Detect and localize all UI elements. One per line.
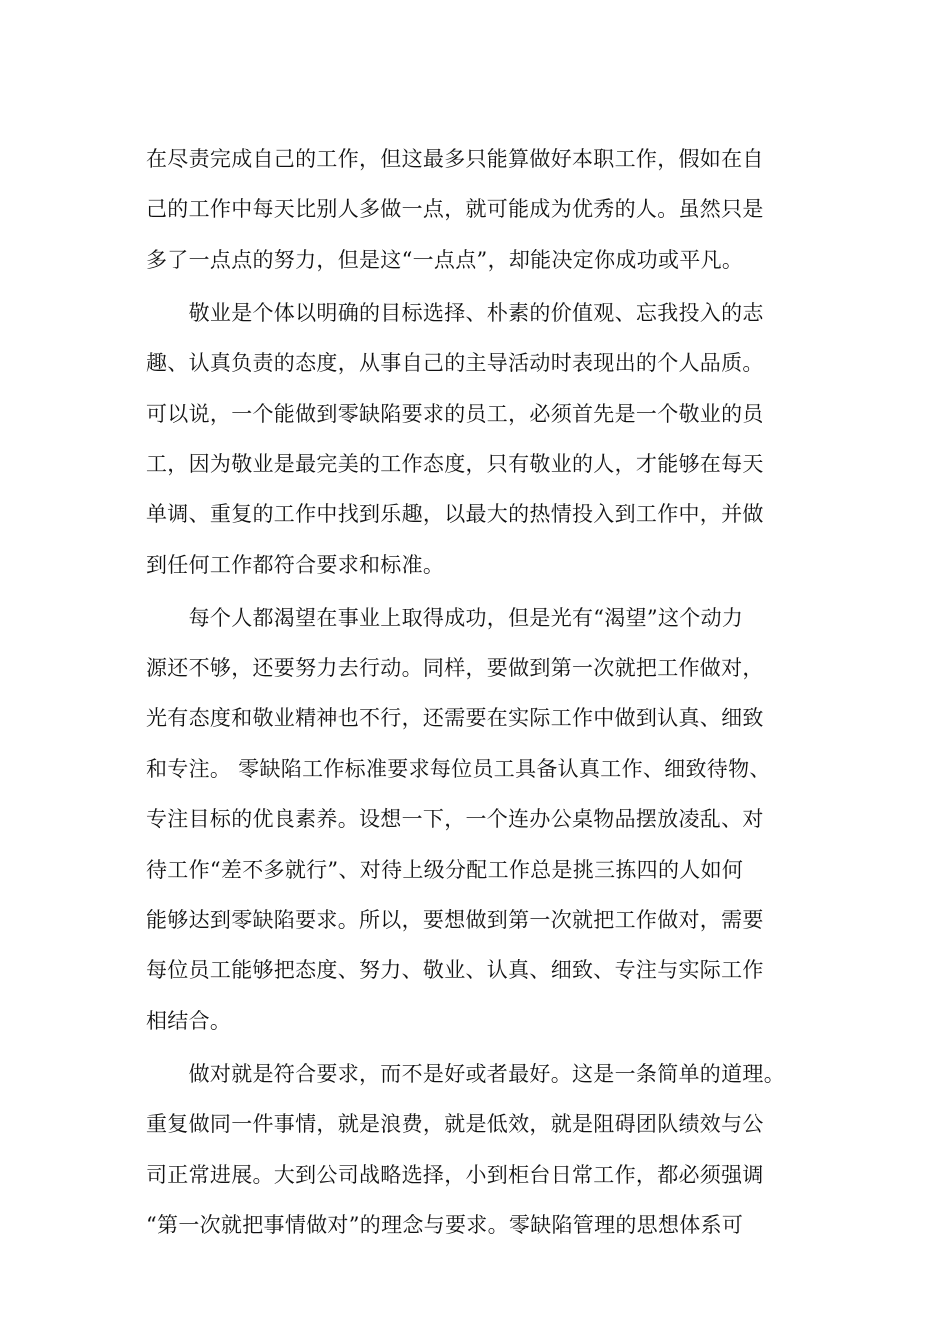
paragraph <box>146 288 816 590</box>
text-line: 能够达到零缺陷要求。所以，要想做到第一次就把工作做对，需要 <box>146 908 764 933</box>
text-line: 每位员工能够把态度、努力、敬业、认真、细致、专注与实际工作 <box>146 958 764 983</box>
text-line: 做对就是符合要求，而不是好或者最好。这是一条简单的道理。 <box>146 1061 785 1086</box>
text-line: 源还不够，还要努力去行动。同样，要做到第一次就把工作做对， <box>146 656 764 681</box>
text-line: 趣、认真负责的态度，从事自己的主导活动时表现出的个人品质。 <box>146 351 764 376</box>
text-line: 在尽责完成自己的工作，但这最多只能算做好本职工作，假如在自 <box>146 147 764 171</box>
text-line: 和专注。 零缺陷工作标准要求每位员工具备认真工作、细致待物、 <box>146 756 771 781</box>
text-line: 多了一点点的努力，但是这“一点点”，却能决定你成功或平凡。 <box>146 247 744 272</box>
text-line: “第一次就把事情做对”的理念与要求。零缺陷管理的思想体系可 <box>146 1212 744 1237</box>
text-line: 每个人都渴望在事业上取得成功，但是光有“渴望”这个动力 <box>146 605 744 630</box>
text-line: 重复做同一件事情，就是浪费，就是低效，就是阻碍团队绩效与公 <box>146 1112 764 1137</box>
paragraph <box>146 593 816 1047</box>
text-line: 可以说，一个能做到零缺陷要求的员工，必须首先是一个敬业的员 <box>146 401 764 426</box>
document-body <box>146 134 816 1250</box>
text-line: 光有态度和敬业精神也不行，还需要在实际工作中做到认真、细致 <box>146 706 764 731</box>
paragraph <box>146 134 816 285</box>
text-line: 单调、重复的工作中找到乐趣，以最大的热情投入到工作中，并做 <box>146 502 764 527</box>
text-line: 相结合。 <box>146 1008 232 1033</box>
text-line: 敬业是个体以明确的目标选择、朴素的价值观、忘我投入的志 <box>146 300 764 325</box>
paragraph <box>146 1049 816 1251</box>
text-line: 专注目标的优良素养。设想一下，一个连办公桌物品摆放凌乱、对 <box>146 807 764 832</box>
text-line: 待工作“差不多就行”、对待上级分配工作总是挑三拣四的人如何 <box>146 857 744 882</box>
text-line: 工，因为敬业是最完美的工作态度，只有敬业的人，才能够在每天 <box>146 451 764 476</box>
text-line: 司正常进展。大到公司战略选择，小到柜台日常工作，都必须强调 <box>146 1162 764 1187</box>
text-line: 到任何工作都符合要求和标准。 <box>146 552 445 577</box>
text-line: 己的工作中每天比别人多做一点，就可能成为优秀的人。虽然只是 <box>146 197 764 222</box>
